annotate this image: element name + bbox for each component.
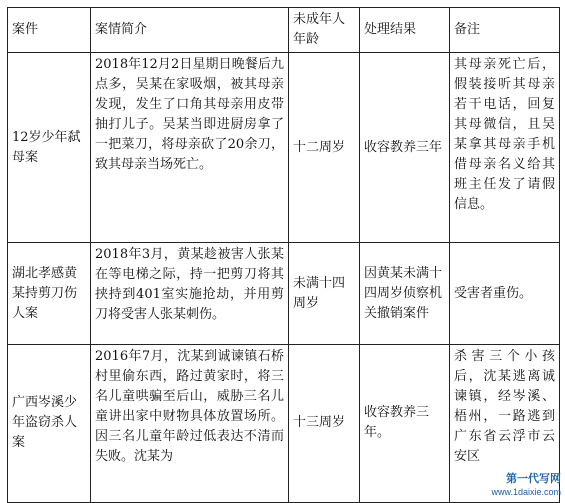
- case-name: 12岁少年弑母案: [8, 53, 91, 243]
- minor-age: 十三周岁: [289, 344, 360, 502]
- watermark-url: www.1daixie.com: [491, 487, 561, 497]
- case-name: 湖北孝感黄某持剪刀伤人案: [8, 243, 91, 345]
- header-case: 案件: [8, 8, 91, 53]
- handling-result: 收容教养三年。: [360, 344, 450, 502]
- case-name: 广西岑溪少年盗窃杀人案: [8, 344, 91, 502]
- table-row: [8, 243, 560, 345]
- site-watermark: [469, 473, 561, 499]
- case-table: [7, 7, 560, 503]
- minor-age: 十二周岁: [289, 53, 360, 243]
- handling-result: 因黄某未满十四周岁侦察机关撤销案件: [360, 243, 450, 345]
- header-summary: 案情简介: [91, 8, 289, 53]
- header-result: 处理结果: [360, 8, 450, 53]
- case-note: 杀害三个小孩后，沈某逃离诚谏镇，经岑溪、梧州，一路逃到广东省云浮市云安区: [450, 344, 560, 502]
- header-age: 未成年人年龄: [289, 8, 360, 53]
- watermark-title: 第一代写网: [506, 473, 561, 485]
- case-summary: 2018年3月，黄某趁被害人张某在等电梯之际，持一把剪刀将其挟持到401室实施抢劫，并用剪刀将受害人张某刺伤。: [91, 243, 289, 345]
- case-summary: 2016年7月，沈某到诚谏镇石桥村里偷东西，路过黄家时，将三名儿童哄骗至后山，威胁三名儿童讲出家中财物具体放置场所。因三名儿童年龄过低表达不清而失败。沈某为: [91, 344, 289, 502]
- case-note: 受害者重伤。: [450, 243, 560, 345]
- case-note: 其母亲死亡后，假装接听其母亲若干电话，回复其母微信，且吴某拿其母亲手机借母亲名义给其班主任发了请假信息。: [450, 53, 560, 243]
- header-note: 备注: [450, 8, 560, 53]
- case-summary: 2018年12月2日星期日晚餐后九点多，吴某在家吸烟，被其母亲发现，发生了口角其母亲用皮带抽打儿子。吴某当即进厨房拿了一把菜刀，将母亲砍了20余刀，致其母亲当场死亡。: [91, 53, 289, 243]
- minor-age: 未满十四周岁: [289, 243, 360, 345]
- table-row: [8, 53, 560, 243]
- handling-result: 收容教养三年: [360, 53, 450, 243]
- header-row: [8, 8, 560, 53]
